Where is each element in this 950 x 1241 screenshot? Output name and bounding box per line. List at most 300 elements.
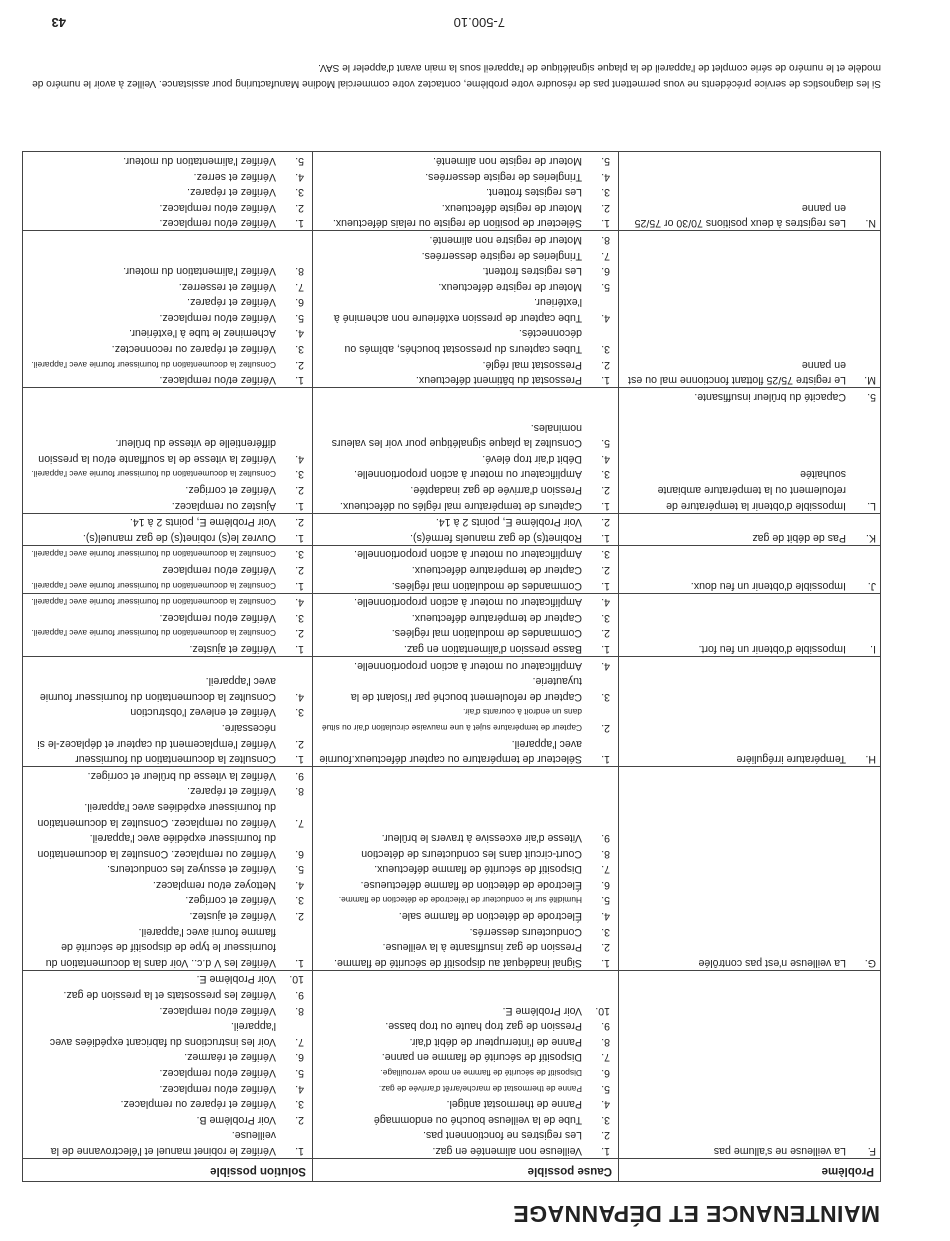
entry-text: Panne de thermostat antigel. (446, 1098, 582, 1111)
entry-number: 5. (601, 154, 610, 167)
entry-text: Vitesse d'air excessive à travers le brûleur. (381, 832, 582, 845)
entry-text: Vérifiez et/ou remplacez (162, 564, 276, 577)
cause-entry (319, 657, 612, 673)
entry-text: Vérifiez la vitesse de la soufflante et/ou la pression différentielle de vitesse du brûleur. (38, 437, 276, 465)
entry-text: Tube de la veilleuse bouché ou endommagé (373, 1113, 582, 1126)
problem-line (625, 199, 876, 230)
solution-entry (29, 876, 306, 892)
problem-text: Impossible d'obtenir un feu doux. (690, 579, 846, 592)
header-problem: Problème (619, 1159, 881, 1182)
entry-number: 2. (601, 484, 610, 497)
entry-text: Vérifiez et/ou remplacez. (159, 1004, 276, 1017)
header-solution: Solution possible (23, 1159, 313, 1182)
cause-entry (319, 845, 612, 861)
solution-entry (29, 1111, 306, 1127)
solution-cell (23, 545, 313, 593)
entry-text: Vérifiez et ajustez. (189, 643, 276, 655)
cause-entry (319, 830, 612, 846)
cause-entry (319, 939, 612, 955)
entry-number: 1. (295, 1145, 304, 1157)
entry-number: 5. (295, 1067, 304, 1080)
entry-number: 3. (601, 925, 610, 938)
solution-cell (23, 231, 313, 388)
entry-text: Ajustez ou remplacez. (171, 499, 276, 512)
solution-cell (23, 152, 313, 231)
entry-number: 8. (601, 847, 610, 860)
table-header-row (23, 1159, 881, 1182)
entry-text: Moteur de registe défectueux. (441, 201, 582, 214)
entry-text: Capteur de température défectueux. (411, 611, 582, 624)
problem-line (625, 640, 876, 656)
entry-number: 6. (295, 1051, 304, 1064)
table-row (23, 231, 881, 388)
entry-number: 3. (601, 1113, 610, 1126)
entry-number: 3. (295, 894, 304, 907)
problem-text: Impossible d'obtenir un feu fort. (698, 643, 846, 655)
entry-number: 4. (601, 311, 610, 324)
cause-entry (319, 152, 612, 168)
entry-text: Panne de thermostat de marche/arrêt d'arrivée de gaz. (378, 1083, 582, 1094)
entry-text: Vérifiez et enlevez l'obstruction (130, 706, 276, 719)
problem-cell (619, 970, 881, 1158)
entry-number: 1. (295, 499, 304, 512)
entry-text: Vérifiez ou remplacez. Consultez la documentation du fournisseur expédiée avec l'appareil. (37, 832, 276, 860)
problem-text: Le registre 75/25 flottant fonctionne mal ou est en panne (628, 358, 846, 387)
entry-text: Les registres ne fonctionnent pas. (422, 1129, 582, 1142)
cause-entry (319, 546, 612, 562)
entry-text: Pressostat du bâtiment défectueux. (415, 374, 582, 387)
table-row (23, 545, 881, 593)
entry-number: 2. (295, 564, 304, 577)
entry-number: 1. (295, 217, 304, 230)
solution-entry (29, 892, 306, 908)
problem-cell (619, 657, 881, 767)
entry-text: Robinet(s) de gaz manuels fermé(s). (410, 531, 582, 544)
entry-text: Consultez la documentation du fournisseur fournie avec l'appareil. (39, 675, 276, 703)
solution-entry (29, 704, 306, 720)
solution-entry (29, 152, 306, 168)
entry-number: 2. (295, 201, 304, 214)
solution-entry (29, 294, 306, 310)
entry-text: Vérifiez et réarmez. (184, 1051, 276, 1064)
solution-entry (29, 625, 306, 641)
entry-number: 6. (601, 1067, 610, 1080)
entry-number: 1. (601, 956, 610, 969)
entry-text: Vérifiez l'emplacement du capteur et déplacez-le si nécessaire. (37, 721, 276, 750)
problem-line (625, 466, 876, 513)
entry-text: Vérifiez et réparez. (187, 296, 276, 309)
entry-number: 2. (295, 737, 304, 750)
solution-cell (23, 657, 313, 767)
entry-text: Sélecteur de position de registe ou relais défectueux. (332, 217, 582, 230)
entry-number: 2. (601, 516, 610, 529)
solution-entry (29, 184, 306, 200)
entry-text: Vérifiez et corrigez. (185, 484, 276, 497)
entry-number: 4. (295, 1082, 304, 1095)
entry-number: 7. (295, 816, 304, 829)
entry-number: 3. (601, 611, 610, 624)
entry-text: Vérifiez et ajustez. (189, 910, 276, 923)
entry-text: Moteur de registre défectueux. (438, 280, 582, 293)
entry-text: Capteur de température sujet à une mauvaise circulation d'air ou situé dans un endroit à courants d'air. (322, 707, 582, 733)
entry-number: 3. (295, 548, 304, 561)
entry-number: 1. (601, 374, 610, 387)
entry-text: Consultez la plaque signalétique pour voir les valeurs nominales. (331, 421, 582, 450)
entry-number: 4. (295, 170, 304, 183)
entry-text: Consultez la documentation du fournisseur fournie avec l'appareil. (31, 469, 276, 480)
entry-text: Vérifiez et réparez ou remplacez. (120, 1098, 276, 1111)
entry-number: 5. (295, 311, 304, 324)
cause-entry (319, 1049, 612, 1065)
entry-text: Acheminez le tube à l'extérieur. (129, 327, 276, 340)
entry-number: 1. (601, 1145, 610, 1157)
solution-entry (29, 481, 306, 497)
table-body (23, 152, 881, 1159)
entry-text: Voir Problème E. (502, 1004, 582, 1017)
entry-number: 9. (601, 832, 610, 845)
cause-entry (319, 168, 612, 184)
entry-text: Électrode de détection de flamme défectueuse. (360, 878, 582, 891)
document-number: 7-500.10 (453, 15, 505, 30)
problem-line (625, 356, 876, 387)
entry-text: Pression de gaz insuffisante à la veilleuse. (382, 941, 582, 954)
entry-number: 4. (601, 170, 610, 183)
cause-entry (319, 325, 612, 356)
cause-entry (319, 1142, 612, 1158)
cause-entry (319, 356, 612, 372)
entry-text: Pressostat mal réglé. (482, 358, 582, 371)
entry-text: Vérifiez et essuyez les conducteurs. (107, 863, 276, 876)
entry-text: Vérifiez et/ou remplacez. (159, 1082, 276, 1095)
problem-letter: H. (865, 753, 876, 766)
cause-entry (319, 908, 612, 924)
solution-entry (29, 640, 306, 656)
entry-text: Voir les instructions du fabricant expédiées avec l'appareil. (49, 1020, 276, 1048)
problem-text: Impossible d'obtenir la température de refoulement ou la température ambiante souhaitée (657, 468, 846, 512)
entry-text: Veilleuse non alimentée en gaz. (432, 1145, 582, 1157)
cause-entry (319, 1127, 612, 1143)
solution-entry (29, 168, 306, 184)
entry-text: Dispositif de sécurité de flamme en mode verrouillage. (380, 1068, 582, 1079)
entry-number: 2. (601, 627, 610, 640)
entry-text: Moteur de registe non alimenté. (433, 154, 582, 167)
entry-number: 1. (601, 643, 610, 655)
entry-text: Voir Problème E, points 2 à 14. (129, 516, 276, 529)
solution-entry (29, 546, 306, 562)
problem-text: La veilleuse n'est pas contrôlée (698, 956, 846, 969)
entry-number: 7. (295, 1035, 304, 1048)
entry-number: 5. (601, 1082, 610, 1095)
entry-number: 2. (295, 1113, 304, 1126)
solution-entry (29, 986, 306, 1002)
problem-line (625, 388, 876, 404)
entry-text: Vérifiez l'alimentation du moteur. (123, 265, 276, 278)
problem-cell (619, 545, 881, 593)
solution-entry (29, 435, 306, 466)
entry-text: Pression d'arrivée de gaz inadaptée. (410, 484, 582, 497)
problem-cell (619, 231, 881, 388)
entry-number: 6. (601, 265, 610, 278)
problem-line (625, 1142, 876, 1158)
solution-entry (29, 263, 306, 279)
solution-entry (29, 514, 306, 530)
cause-entry (319, 1033, 612, 1049)
solution-entry (29, 673, 306, 704)
cause-cell (313, 970, 619, 1158)
entry-text: Conducteurs desserrés. (469, 925, 582, 938)
cause-entry (319, 594, 612, 610)
problem-letter: G. (864, 956, 876, 969)
entry-text: Vérifiez et serrez. (193, 170, 276, 183)
cause-entry (319, 466, 612, 482)
problem-line (625, 954, 876, 970)
entry-text: Tringleries de registre desserrées. (421, 249, 582, 262)
entry-number: 10. (289, 973, 304, 986)
cause-entry (319, 529, 612, 545)
problem-cell (619, 767, 881, 971)
entry-text: Vérifiez et/ou remplacez. (159, 311, 276, 324)
entry-number: 5. (601, 894, 610, 907)
cause-entry (319, 215, 612, 231)
entry-text: Dispositif de sécurité de flamme en panne. (381, 1051, 582, 1064)
entry-text: Vérifiez et/ou remplacez. (159, 611, 276, 624)
solution-entry (29, 767, 306, 783)
entry-number: 8. (295, 1004, 304, 1017)
entry-text: Vérifiez et resserrez. (178, 280, 276, 293)
entry-number: 3. (295, 186, 304, 199)
entry-number: 2. (295, 910, 304, 923)
entry-number: 4. (601, 659, 610, 672)
solution-cell (23, 970, 313, 1158)
problem-letter: M. (864, 374, 876, 387)
cause-cell (313, 388, 619, 513)
solution-entry (29, 215, 306, 231)
solution-entry (29, 1127, 306, 1158)
solution-cell (23, 767, 313, 971)
entry-number: 7. (295, 280, 304, 293)
entry-text: Vérifiez et corrigez. (185, 894, 276, 907)
entry-number: 2. (601, 1129, 610, 1142)
entry-number: 1. (601, 531, 610, 544)
entry-number: 7. (601, 249, 610, 262)
entry-number: 5. (295, 863, 304, 876)
entry-number: 3. (295, 611, 304, 624)
solution-entry (29, 466, 306, 482)
entry-text: Tube capteur de pression extérieure non acheminé à l'extérieur. (333, 296, 582, 324)
cause-entry (319, 625, 612, 641)
entry-number: 6. (295, 847, 304, 860)
table-row (23, 388, 881, 513)
entry-number: 3. (295, 706, 304, 719)
cause-entry (319, 481, 612, 497)
entry-number: 5. (601, 437, 610, 450)
solution-entry (29, 1080, 306, 1096)
table-row (23, 152, 881, 231)
entry-number: 2. (295, 516, 304, 529)
cause-entry (319, 673, 612, 704)
entry-text: Humidité sur le conducteur de l'électrode de détection de flamme. (338, 895, 582, 906)
entry-text: Amplificateur ou moteur à action proportionnelle. (354, 596, 582, 609)
entry-number: 4. (295, 878, 304, 891)
entry-number: 1. (601, 499, 610, 512)
problem-cell (619, 593, 881, 656)
entry-number: 4. (295, 596, 304, 609)
entry-number: 3. (601, 690, 610, 703)
problem-text: Pas de débit de gaz (752, 531, 846, 544)
entry-number: 1. (295, 374, 304, 387)
entry-text: Signal inadéquat au dispositif de sécurité de flamme. (334, 956, 582, 969)
solution-entry (29, 497, 306, 513)
entry-text: Court-circuit dans les conducteurs de détection (361, 847, 582, 860)
cause-entry (319, 419, 612, 450)
entry-number: 5. (295, 154, 304, 167)
entry-text: Vérifiez la vitesse du brûleur et corrigez. (87, 769, 276, 782)
table-row (23, 513, 881, 545)
entry-number: 4. (601, 452, 610, 465)
entry-number: 4. (295, 690, 304, 703)
problem-letter: K. (865, 531, 876, 544)
cause-entry (319, 263, 612, 279)
entry-text: Consultez la documentation du fournisseur fournie avec l'appareil. (31, 549, 276, 560)
solution-entry (29, 577, 306, 593)
solution-entry (29, 1049, 306, 1065)
cause-entry (319, 1064, 612, 1080)
problem-text: Capacité du brûleur insuffisante. (694, 390, 846, 403)
problem-line (625, 577, 876, 593)
page-title: MAINTENANCE ET DÉPANNAGE (513, 1201, 880, 1227)
entry-number: 3. (601, 548, 610, 561)
entry-number: 1. (601, 579, 610, 592)
entry-text: Vérifiez et/ou remplacez. (159, 217, 276, 230)
entry-number: 9. (601, 1020, 610, 1033)
solution-entry (29, 309, 306, 325)
table-row (23, 767, 881, 971)
entry-text: Vérifiez le robinet manuel et l'électrovanne de la veilleuse. (50, 1129, 276, 1157)
table-row (23, 593, 881, 656)
entry-text: Vérifiez l'alimentation du moteur. (123, 154, 276, 167)
solution-entry (29, 783, 306, 799)
entry-text: Moteur de registre non alimenté. (429, 233, 582, 246)
entry-number: 8. (295, 785, 304, 798)
cause-entry (319, 561, 612, 577)
entry-text: Amplificateur ou moteur à action proportionnelle. (354, 468, 582, 481)
entry-number: 2. (601, 564, 610, 577)
cause-entry (319, 199, 612, 215)
entry-number: 1. (295, 579, 304, 592)
entry-text: Dispositif de sécurité de flamme défectueux. (374, 863, 582, 876)
cause-entry (319, 609, 612, 625)
cause-entry (319, 704, 612, 735)
entry-number: 7. (601, 1051, 610, 1064)
table-row (23, 657, 881, 767)
cause-entry (319, 923, 612, 939)
entry-text: Vérifiez et réparez ou reconnectez. (111, 343, 276, 356)
entry-number: 8. (295, 265, 304, 278)
entry-text: Commandes de modulation mal réglées. (391, 627, 582, 640)
cause-entry (319, 861, 612, 877)
entry-number: 9. (295, 989, 304, 1002)
entry-number: 1. (295, 531, 304, 544)
entry-text: Les registes frottent. (486, 186, 582, 199)
solution-entry (29, 356, 306, 372)
entry-text: Débit d'air trop élevé. (482, 452, 582, 465)
cause-cell (313, 767, 619, 971)
entry-text: Les registres frottent. (482, 265, 582, 278)
cause-cell (313, 231, 619, 388)
entry-number: 1. (295, 643, 304, 655)
entry-text: Vérifiez et réparez. (187, 785, 276, 798)
problem-letter: J. (867, 579, 876, 592)
entry-number: 5. (601, 280, 610, 293)
entry-number: 1. (601, 753, 610, 766)
entry-number: 4. (601, 1098, 610, 1111)
cause-cell (313, 513, 619, 545)
cause-entry (319, 1080, 612, 1096)
solution-entry (29, 594, 306, 610)
problem-letter: I. (870, 643, 876, 655)
entry-number: 3. (295, 343, 304, 356)
entry-number: 6. (295, 296, 304, 309)
entry-text: Consultez la documentation du fournisseur (75, 753, 276, 766)
entry-text: Consultez la documentation du fournisseur fournie avec l'appareil. (31, 628, 276, 639)
cause-entry (319, 1002, 612, 1018)
entry-text: Tubes capteurs du pressostat bouchés, abîmés ou déconnectés. (344, 327, 582, 356)
entry-number: 2. (601, 358, 610, 371)
table-row (23, 970, 881, 1158)
entry-text: Capteurs de température mal réglés ou défectueux. (339, 499, 582, 512)
cause-entry (319, 497, 612, 513)
entry-text: Électrode de détection de flamme sale. (398, 910, 582, 923)
entry-text: Amplificateur ou moteur à action proportionnelle. (354, 659, 582, 672)
solution-entry (29, 830, 306, 861)
problem-letter: 5. (867, 390, 876, 403)
solution-entry (29, 908, 306, 924)
entry-text: Capteur de refoulement bouché par l'isolant de la tuyauterie. (350, 675, 582, 703)
entry-number: 1. (295, 753, 304, 766)
entry-text: Commandes de modulation mal réglées. (391, 579, 582, 592)
entry-number: 10. (595, 1004, 610, 1017)
solution-cell (23, 513, 313, 545)
solution-entry (29, 751, 306, 767)
cause-entry (319, 735, 612, 766)
cause-entry (319, 450, 612, 466)
cause-entry (319, 640, 612, 656)
entry-text: Voir Problème B. (196, 1113, 276, 1126)
entry-text: Basse pression d'alimentation en gaz. (403, 643, 582, 655)
entry-text: Consultez la documentation du fournisseur fournie avec l'appareil. (31, 597, 276, 608)
entry-number: 7. (601, 863, 610, 876)
entry-number: 3. (295, 468, 304, 481)
solution-entry (29, 923, 306, 970)
entry-number: 9. (295, 769, 304, 782)
solution-entry (29, 561, 306, 577)
entry-text: Vérifiez et réparez. (187, 186, 276, 199)
problem-text: Les registres à deux positions 70/30 or 75/25 en panne (634, 201, 846, 230)
entry-number: 3. (601, 468, 610, 481)
entry-text: Consultez la documentation du fournisseur fournie avec l'appareil. (31, 580, 276, 591)
entry-text: Vérifiez et/ou remplacez. (159, 1067, 276, 1080)
cause-entry (319, 954, 612, 970)
entry-text: Vérifiez ou remplacez. Consultez la documentation du fournisseur expédiées avec l'appareil. (37, 800, 276, 829)
entry-text: Vérifiez les V d.c.. Voir dans la documentation du fournisseur le type de dispositif de sécurité de flamme fourni avec l'appareil. (45, 925, 276, 969)
entry-text: Consultez la documentation du fournisseur fournie avec l'appareil. (31, 359, 276, 370)
cause-cell (313, 657, 619, 767)
cause-cell (313, 593, 619, 656)
cause-cell (313, 152, 619, 231)
solution-entry (29, 529, 306, 545)
entry-number: 1. (601, 217, 610, 230)
entry-number: 4. (601, 910, 610, 923)
